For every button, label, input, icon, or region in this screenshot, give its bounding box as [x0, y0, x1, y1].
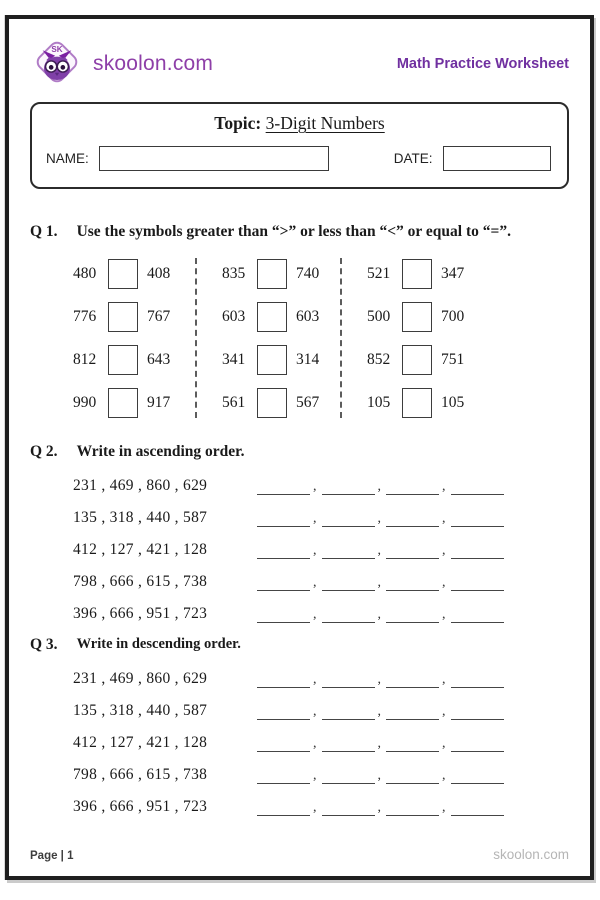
comma-separator: , [442, 543, 446, 558]
symbol-answer-box[interactable] [402, 345, 432, 375]
comma-separator: , [313, 704, 317, 719]
comparison-row [222, 258, 340, 289]
right-number: 751 [441, 350, 465, 368]
answer-blank[interactable] [386, 803, 439, 816]
answer-blank[interactable] [322, 803, 375, 816]
answer-blank[interactable] [322, 675, 375, 688]
answer-blank[interactable] [322, 707, 375, 720]
left-number: 521 [367, 264, 391, 282]
comma-separator: , [313, 672, 317, 687]
symbol-answer-box[interactable] [257, 302, 287, 332]
answer-blank[interactable] [451, 610, 504, 623]
order-row [73, 796, 569, 816]
comma-separator: , [442, 575, 446, 590]
owl-logo-icon [30, 35, 84, 94]
answer-blanks [257, 607, 504, 623]
comma-separator: , [377, 800, 381, 815]
q2-prompt: Write in ascending order. [76, 443, 245, 460]
symbol-answer-box[interactable] [257, 259, 287, 289]
answer-blank[interactable] [257, 578, 310, 591]
answer-blank[interactable] [322, 482, 375, 495]
footer [30, 847, 569, 862]
answer-blank[interactable] [386, 578, 439, 591]
answer-blanks [257, 800, 504, 816]
page-number: Page | 1 [30, 850, 74, 862]
answer-blank[interactable] [386, 546, 439, 559]
comma-separator: , [313, 736, 317, 751]
answer-blank[interactable] [451, 739, 504, 752]
q2-rows [73, 475, 569, 623]
order-row [73, 732, 569, 752]
topic-value: 3-Digit Numbers [265, 113, 385, 133]
answer-blanks [257, 543, 504, 559]
order-row [73, 700, 569, 720]
footer-brand: skoolon.com [493, 847, 569, 862]
number-list: 135 , 318 , 440 , 587 [73, 702, 208, 719]
comma-separator: , [313, 543, 317, 558]
order-row [73, 571, 569, 591]
left-number: 852 [367, 350, 391, 368]
answer-blank[interactable] [257, 803, 310, 816]
comma-separator: , [377, 672, 381, 687]
name-label: NAME: [46, 151, 89, 166]
right-number: 314 [296, 350, 320, 368]
answer-blank[interactable] [386, 514, 439, 527]
right-number: 917 [147, 393, 171, 411]
header [30, 35, 569, 93]
answer-blank[interactable] [451, 514, 504, 527]
symbol-answer-box[interactable] [257, 345, 287, 375]
comma-separator: , [313, 768, 317, 783]
answer-blank[interactable] [322, 578, 375, 591]
comma-separator: , [442, 672, 446, 687]
answer-blanks [257, 736, 504, 752]
q3-number: Q 3. [30, 636, 58, 653]
answer-blank[interactable] [451, 578, 504, 591]
topic-box [30, 102, 569, 189]
right-number: 105 [441, 393, 465, 411]
right-number: 408 [147, 264, 171, 282]
right-number: 700 [441, 307, 465, 325]
number-list: 798 , 666 , 615 , 738 [73, 766, 208, 783]
comma-separator: , [442, 511, 446, 526]
comma-separator: , [313, 511, 317, 526]
answer-blank[interactable] [257, 482, 310, 495]
answer-blank[interactable] [322, 546, 375, 559]
comparison-row [222, 301, 340, 332]
comma-separator: , [377, 479, 381, 494]
answer-blank[interactable] [451, 482, 504, 495]
answer-blank[interactable] [322, 739, 375, 752]
answer-blanks [257, 575, 504, 591]
comparison-row [367, 258, 467, 289]
answer-blanks [257, 672, 504, 688]
comparison-row [222, 387, 340, 418]
number-list: 135 , 318 , 440 , 587 [73, 509, 208, 526]
symbol-answer-box[interactable] [108, 388, 138, 418]
answer-blanks [257, 511, 504, 527]
right-number: 740 [296, 264, 320, 282]
date-label: DATE: [393, 151, 433, 166]
comma-separator: , [442, 736, 446, 751]
comparison-row [367, 344, 467, 375]
answer-blanks [257, 768, 504, 784]
right-number: 643 [147, 350, 171, 368]
symbol-answer-box[interactable] [402, 302, 432, 332]
q1-column [195, 258, 340, 418]
comma-separator: , [442, 607, 446, 622]
brand-name: skoolon.com [93, 52, 214, 75]
comma-separator: , [377, 543, 381, 558]
q1-number: Q 1. [30, 223, 58, 240]
q1-column [73, 258, 195, 418]
answer-blank[interactable] [257, 707, 310, 720]
answer-blank[interactable] [322, 514, 375, 527]
comma-separator: , [313, 800, 317, 815]
answer-blank[interactable] [257, 546, 310, 559]
left-number: 776 [73, 307, 97, 325]
right-number: 767 [147, 307, 171, 325]
comparison-row [222, 344, 340, 375]
order-row [73, 603, 569, 623]
comma-separator: , [442, 800, 446, 815]
comparison-row [367, 301, 467, 332]
number-list: 798 , 666 , 615 , 738 [73, 573, 208, 590]
left-number: 341 [222, 350, 246, 368]
number-list: 231 , 469 , 860 , 629 [73, 670, 208, 687]
comma-separator: , [377, 736, 381, 751]
comma-separator: , [442, 704, 446, 719]
left-number: 561 [222, 393, 246, 411]
order-row [73, 475, 569, 495]
left-number: 835 [222, 264, 246, 282]
comparison-row [73, 344, 195, 375]
number-list: 412 , 127 , 421 , 128 [73, 541, 208, 558]
comparison-row [73, 258, 195, 289]
right-number: 567 [296, 393, 320, 411]
comma-separator: , [313, 607, 317, 622]
comma-separator: , [377, 768, 381, 783]
comma-separator: , [313, 575, 317, 590]
symbol-answer-box[interactable] [257, 388, 287, 418]
name-input[interactable] [99, 146, 329, 171]
answer-blank[interactable] [451, 546, 504, 559]
svg-text:SK: SK [51, 44, 63, 54]
comma-separator: , [377, 607, 381, 622]
left-number: 105 [367, 393, 391, 411]
symbol-answer-box[interactable] [108, 345, 138, 375]
q2-heading [30, 443, 569, 461]
order-row [73, 507, 569, 527]
answer-blank[interactable] [386, 771, 439, 784]
comparison-row [73, 301, 195, 332]
comma-separator: , [377, 575, 381, 590]
left-number: 480 [73, 264, 97, 282]
left-number: 812 [73, 350, 97, 368]
comma-separator: , [377, 511, 381, 526]
answer-blank[interactable] [386, 610, 439, 623]
comparison-row [73, 387, 195, 418]
answer-blank[interactable] [257, 739, 310, 752]
left-number: 500 [367, 307, 391, 325]
symbol-answer-box[interactable] [402, 388, 432, 418]
brand [30, 35, 213, 94]
answer-blank[interactable] [257, 675, 310, 688]
right-number: 347 [441, 264, 465, 282]
answer-blank[interactable] [386, 675, 439, 688]
answer-blank[interactable] [451, 675, 504, 688]
comma-separator: , [442, 479, 446, 494]
answer-blank[interactable] [257, 514, 310, 527]
left-number: 990 [73, 393, 97, 411]
topic-title [46, 113, 553, 134]
q2-number: Q 2. [30, 443, 58, 460]
comparison-row [367, 387, 467, 418]
answer-blank[interactable] [257, 771, 310, 784]
q1-column [340, 258, 467, 418]
answer-blank[interactable] [451, 803, 504, 816]
answer-blank[interactable] [451, 771, 504, 784]
left-number: 603 [222, 307, 246, 325]
answer-blank[interactable] [386, 482, 439, 495]
worksheet-subtitle: Math Practice Worksheet [396, 56, 569, 72]
number-list: 412 , 127 , 421 , 128 [73, 734, 208, 751]
q1-grid [73, 258, 569, 418]
comma-separator: , [313, 479, 317, 494]
q3-prompt: Write in descending order. [76, 636, 241, 652]
q1-heading [30, 223, 569, 241]
answer-blank[interactable] [451, 707, 504, 720]
order-row [73, 668, 569, 688]
answer-blank[interactable] [386, 739, 439, 752]
q1-prompt: Use the symbols greater than “>” or less than “<” or equal to “=”. [76, 223, 511, 240]
answer-blank[interactable] [386, 707, 439, 720]
symbol-answer-box[interactable] [108, 259, 138, 289]
answer-blanks [257, 479, 504, 495]
q3-rows [73, 668, 569, 816]
number-list: 231 , 469 , 860 , 629 [73, 477, 208, 494]
symbol-answer-box[interactable] [108, 302, 138, 332]
answer-blanks [257, 704, 504, 720]
comma-separator: , [442, 768, 446, 783]
order-row [73, 539, 569, 559]
name-date-row [46, 146, 553, 171]
date-input[interactable] [443, 146, 551, 171]
order-row [73, 764, 569, 784]
symbol-answer-box[interactable] [402, 259, 432, 289]
number-list: 396 , 666 , 951 , 723 [73, 605, 208, 622]
comma-separator: , [377, 704, 381, 719]
answer-blank[interactable] [322, 610, 375, 623]
answer-blank[interactable] [322, 771, 375, 784]
q3-heading [30, 636, 569, 654]
right-number: 603 [296, 307, 320, 325]
answer-blank[interactable] [257, 610, 310, 623]
number-list: 396 , 666 , 951 , 723 [73, 798, 208, 815]
worksheet-page [5, 15, 594, 880]
topic-label: Topic: [214, 113, 262, 133]
